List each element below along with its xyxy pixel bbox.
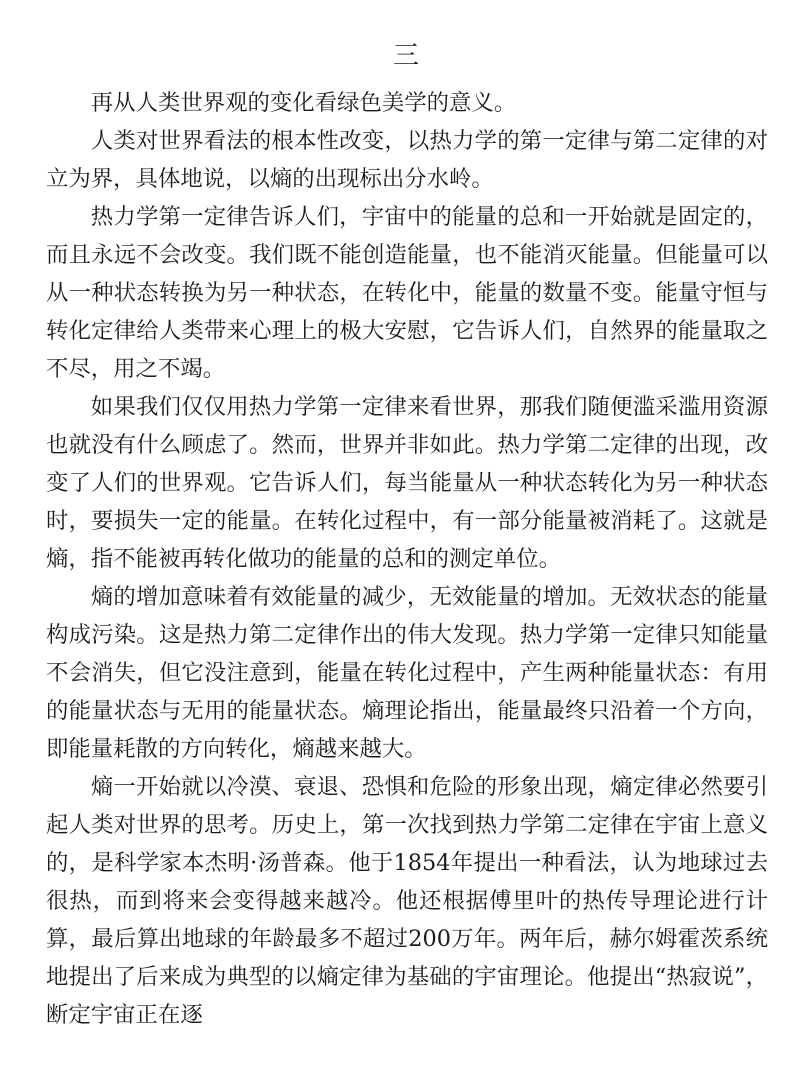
paragraph-4: 如果我们仅仅用热力学第一定律来看世界，那我们随便滥采滥用资源也就没有什么顾虑了。然而，世界并非如此。热力学第二定律的出现，改变了人们的世界观。它告诉人们，每当能量从一种状态转化为另一种状态时，要损失一定的能量。在转化过程中，有一部分能量被消耗了。这就是熵，指不能被再转化做功的能量的总和的测定单位。	[46, 394, 768, 572]
paragraph-3: 热力学第一定律告诉人们，宇宙中的能量的总和一开始就是固定的，而且永远不会改变。我们既不能创造能量，也不能消灭能量。但能量可以从一种状态转换为另一种状态，在转化中，能量的数量不变。能量守恒与转化定律给人类带来心理上的极大安慰，它告诉人们，自然界的能量取之不尽，用之不竭。	[46, 204, 768, 382]
paragraph-1: 再从人类世界观的变化看绿色美学的意义。	[90, 90, 517, 116]
paragraph-6: 熵一开始就以冷漠、衰退、恐惧和危险的形象出现，熵定律必然要引起人类对世界的思考。历史上，第一次找到热力学第二定律在宇宙上意义的，是科学家本杰明·汤普森。他于1854年提出一种看法，认为地球过去很热，而到将来会变得越来越冷。他还根据傅里叶的热传导理论进行计算，最后算出地球的年龄最多不超过200万年。两年后，赫尔姆霍茨系统地提出了后来成为典型的以熵定律为基础的宇宙理论。他提出“热寂说”，断定宇宙正在逐	[46, 774, 768, 1028]
document-page	[46, 38, 768, 1034]
section-number: 三	[392, 41, 421, 71]
paragraph-2: 人类对世界看法的根本性改变，以热力学的第一定律与第二定律的对立为界，具体地说，以熵的出现标出分水岭。	[46, 128, 768, 192]
paragraph-5: 熵的增加意味着有效能量的减少，无效能量的增加。无效状态的能量构成污染。这是热力第二定律作出的伟大发现。热力学第一定律只知能量不会消失，但它没注意到，能量在转化过程中，产生两种能量状态：有用的能量状态与无用的能量状态。熵理论指出，能量最终只沿着一个方向，即能量耗散的方向转化，熵越来越大。	[46, 584, 768, 762]
